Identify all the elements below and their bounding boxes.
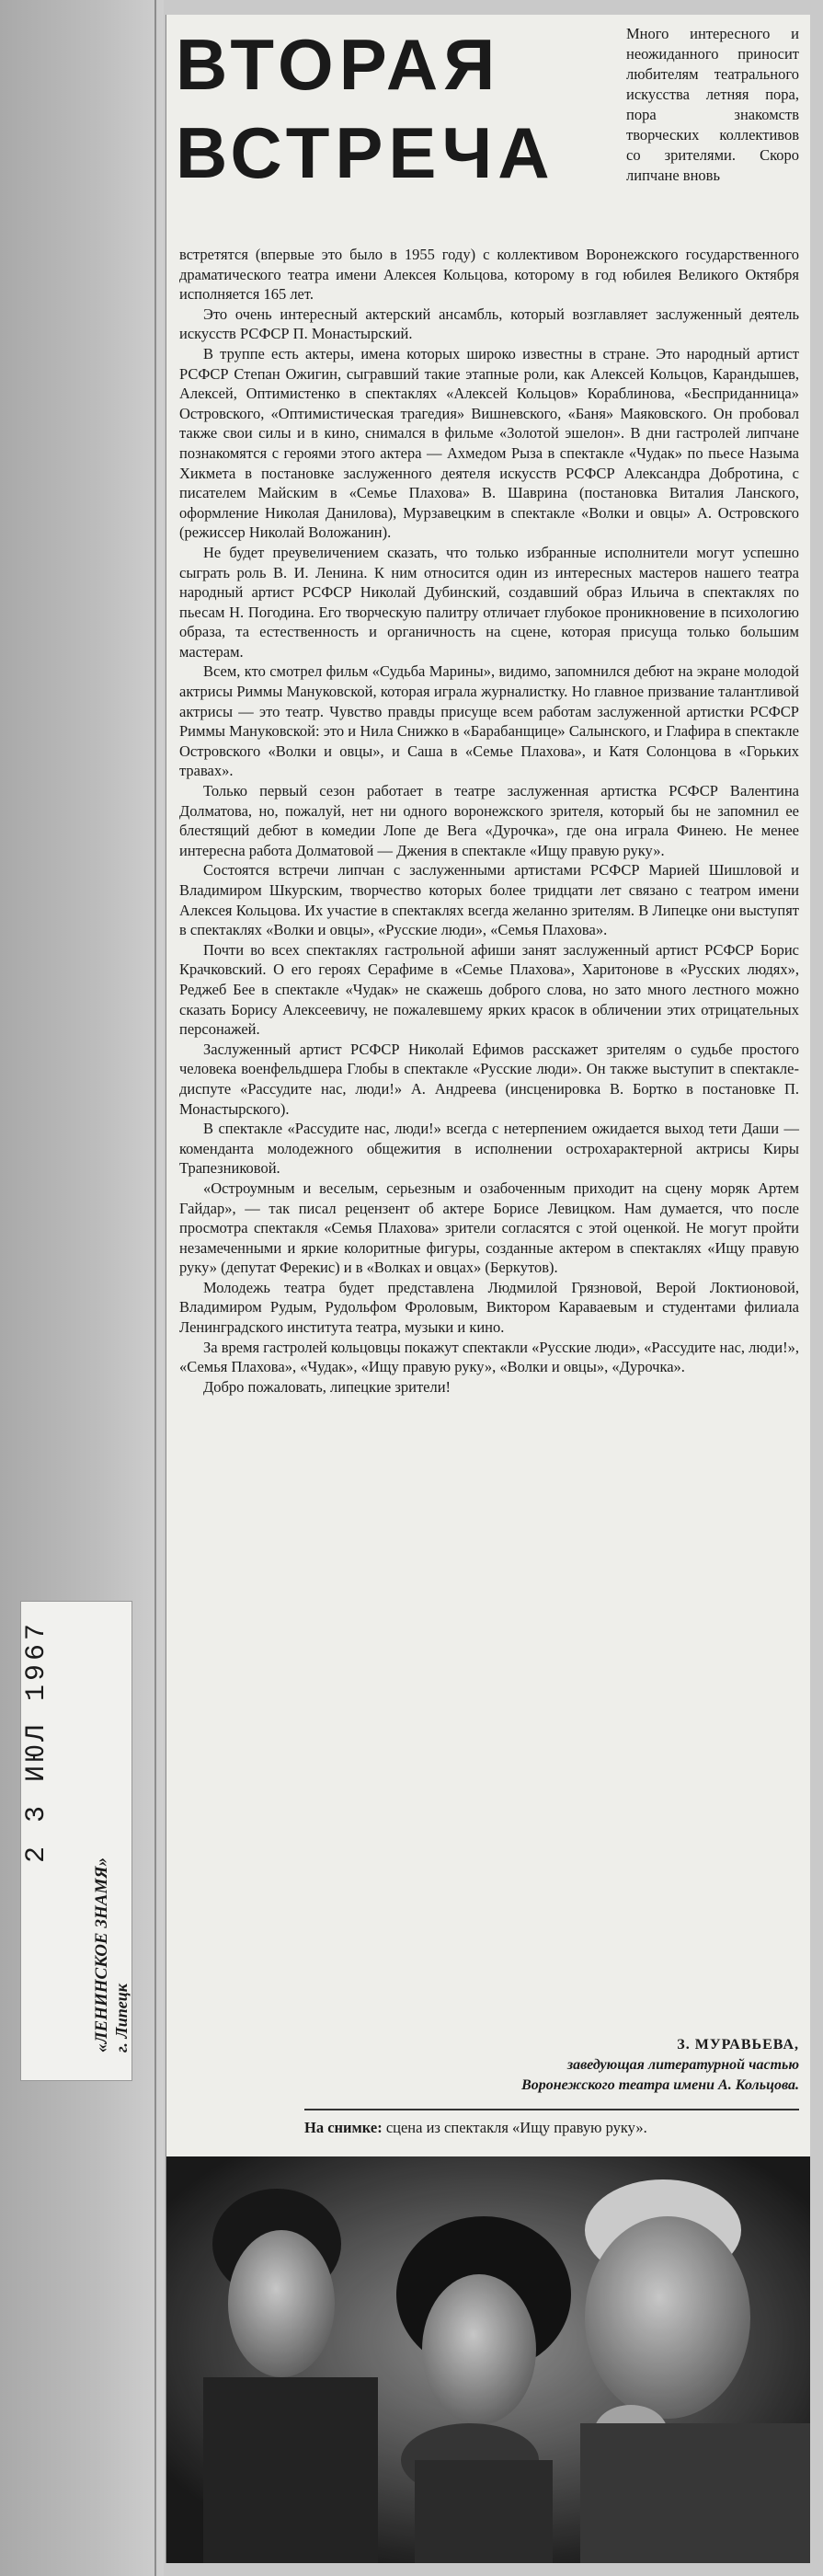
- article-paragraph: Заслуженный артист РСФСР Николай Ефимов расскажет зрителям о судьбе простого человека военфельдшера Глобы в спектакле «Русские люди». Он также выступит в спектакле-диспуте «Рассудите нас, люди!» А. Андреева (инсценировка В. Бортко в постановке П. Монастырского).: [179, 1040, 799, 1118]
- article-paragraph: «Остроумным и веселым, серьезным и озабоченным приходит на сцену моряк Артем Гайдар», — так писал рецензент об актере Борисе Левицком. Нам думается, что после просмотра спектакля «Семья Плахова» зрители согласятся с этой оценкой. Не могут пройти незамеченными и яркие колоритные фигуры, созданные актером в спектаклях «Ищу правую руку» (депутат Ферекис) и в «Волках и овцах» (Беркутов).: [179, 1179, 799, 1277]
- article-paragraph: Всем, кто смотрел фильм «Судьба Марины», видимо, запомнился дебют на экране молодой актрисы Риммы Мануковской, которая играла журналистку. Но главное призвание талантливой актрисы — это театр. Чувство правды присуще всем работам заслуженной артистки РСФСР Риммы Мануковской: это и Нила Снижко в «Барабанщице» Салынского, и Глафира в спектакле Островского «Волки и овцы», и Саша в «Семье Плахова», и Катя Солонцова в «Горьких травах».: [179, 662, 799, 780]
- article-signature: [433, 2035, 799, 2096]
- article-paragraph: Это очень интересный актерский ансамбль, который возглавляет заслуженный деятель искусств РСФСР П. Монастырский.: [179, 305, 799, 343]
- author-name: З. МУРАВЬЕВА,: [677, 2037, 799, 2053]
- newspaper-name: «ЛЕНИНСКОЕ ЗНАМЯ»: [92, 1857, 111, 2053]
- newspaper-city: г. Липецк: [112, 1984, 131, 2053]
- scan-left-margin: [0, 0, 164, 2576]
- clipping-date-stamp: 2 3 ИЮЛ 1967: [21, 1620, 52, 1864]
- headline-line-2: ВСТРЕЧА: [176, 112, 555, 193]
- article-paragraph: Добро пожаловать, липецкие зрители!: [203, 1377, 452, 1396]
- author-position-2: Воронежского театра имени А. Кольцова.: [521, 2077, 799, 2093]
- article-headline: [176, 20, 608, 197]
- article-paragraph: Состоятся встречи липчан с заслуженными артистами РСФСР Марией Шишловой и Владимиром Шкурским, творчество которых более тридцати лет связано с театром имени Алексея Кольцова. Их участие в спектаклях всегда желанно зрителям. В Липецке они выступят в спектаклях «Волки и овцы», «Русские люди», «Семья Плахова».: [179, 861, 799, 939]
- clipping-label-content: [21, 1611, 131, 2071]
- caption-lead: На снимке:: [304, 2119, 383, 2136]
- author-position-1: заведующая литературной частью: [566, 2057, 799, 2073]
- caption-divider: [304, 2109, 799, 2110]
- clipping-label: [20, 1601, 132, 2081]
- article-paragraph: встретятся (впервые это было в 1955 году) с коллективом Воронежского государственного драматического театра имени Алексея Кольцова, которому в год юбилея Великого Октября исполняется 165 лет.: [179, 246, 799, 304]
- article-lead: Много интересного и неожиданного приносит любителям театрального искусства летняя пора, пора знакомств творческих коллективов со зрителями. Скоро липчане вновь: [626, 25, 799, 184]
- article-paragraph: Молодежь театра будет представлена Людмилой Грязновой, Верой Локтионовой, Владимиром Рудым, Рудольфом Фроловым, Виктором Караваевым и студентами филиала Ленинградского института театра, музыки и кино.: [179, 1278, 799, 1337]
- article-paragraph: Не будет преувеличением сказать, что только избранные исполнители могут успешно сыграть роль В. И. Ленина. К ним относится один из интересных мастеров нашего театра народный артист РСФСР Николай Дубинский, создавший образ Ильича в спектаклях по пьесам Н. Погодина. Его творческую палитру отличает глубокое проникновение в психологию образа, та естественность и органичность на сцене, которая присуща только большим мастерам.: [179, 543, 799, 661]
- article-paragraph: Почти во всех спектаклях гастрольной афиши занят заслуженный артист РСФСР Борис Крачковский. О его героях Серафиме в «Семье Плахова», Харитонове в «Русских людях», Реджеб Бее в спектакле «Чудак» не скажешь доброго слова, но зато много лестного можно сказать Борису Алексеевичу, не пожалевшему ярких красок в обличении этих отрицательных персонажей.: [179, 940, 799, 1039]
- article-paragraph: В спектакле «Рассудите нас, люди!» всегда с нетерпением ожидается выход тети Даши — коменданта молодежного общежития в исполнении острохарактерной актрисы Киры Трапезниковой.: [179, 1120, 799, 1178]
- article-paragraph: Только первый сезон работает в театре заслуженная артистка РСФСР Валентина Долматова, но, пожалуй, нет ни одного воронежского зрителя, который бы не запомнил ее блестящий дебют в комедии Лопе де Вега «Дурочка», где она играла Финею. Не менее интересна работа Долматовой — Джения в спектакле «Ищу правую руку».: [179, 782, 799, 859]
- caption-text: сцена из спектакля «Ищу правую руку».: [382, 2119, 647, 2136]
- photo-caption: [304, 2118, 799, 2138]
- scene-photo: [166, 2156, 810, 2563]
- scene-photo-image: [166, 2156, 810, 2563]
- article-paragraph: За время гастролей кольцовцы покажут спектакли «Русские люди», «Рассудите нас, люди!», «Семья Плахова», «Чудак», «Ищу правую руку», «Волки и овцы», «Дурочка».: [179, 1338, 799, 1376]
- article-paragraph: В труппе есть актеры, имена которых широко известны в стране. Это народный артист РСФСР Степан Ожигин, сыгравший такие этапные роли, как Алексей Кольцов, Карандышев, Алексей, Оптимистенко в спектаклях «Алексей Кольцов» Кораблинова, «Бесприданница» Островского, «Оптимистическая трагедия» Вишневского, «Баня» Маяковского. Он пробовал также свои силы и в кино, снимался в фильме «Золотой эшелон». В дни гастролей липчане познакомятся с героями этого актера — Ахмедом Рыза в спектакле «Чудак» по пьесе Назыма Хикмета в постановке заслуженного деятеля искусств РСФСР Александра Добротина, с писателем Майским в «Семье Плахова» В. Шаврина (постановка Виталия Ланского, оформление Николая Данилова), Мурзавецким в спектакле «Волки и овцы» А. Островского (режиссер Николай Воложанин).: [179, 344, 799, 542]
- headline-line-1: ВТОРАЯ: [176, 24, 501, 105]
- newspaper-article: [166, 15, 810, 2563]
- article-body: [179, 245, 799, 1397]
